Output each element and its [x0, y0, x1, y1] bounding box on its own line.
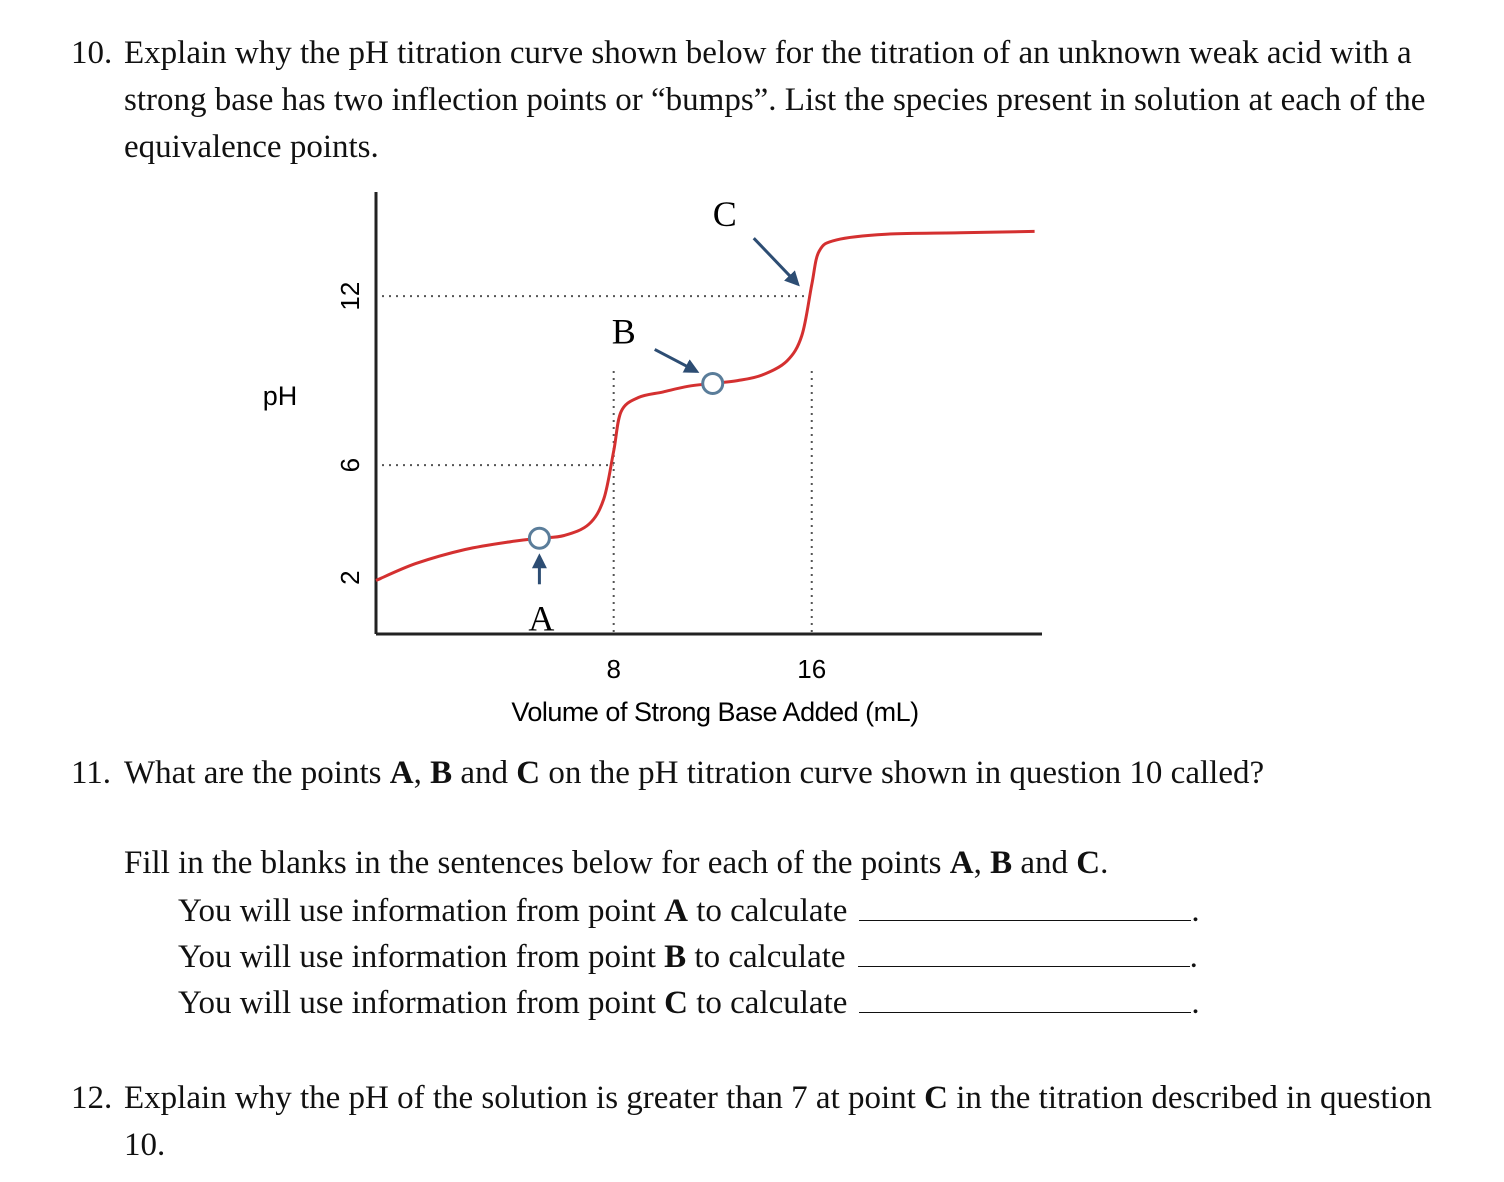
x-axis-label: Volume of Strong Base Added (mL)	[511, 697, 919, 727]
blank-c[interactable]	[859, 982, 1191, 1013]
fill-line-point: C	[664, 985, 688, 1021]
q12-point-c: C	[924, 1080, 948, 1116]
fill-line-post: to calculate	[687, 985, 848, 1021]
point-c-arrow	[754, 238, 798, 284]
x-tick-label: 8	[606, 654, 621, 684]
fill-line-pre: You will use information from point	[178, 985, 665, 1021]
q12-text-post: in the titration described in question 10.	[124, 1080, 1432, 1163]
x-tick-label: 16	[797, 654, 827, 684]
question-12-number: 12.	[71, 1080, 113, 1116]
blank-b[interactable]	[858, 936, 1190, 967]
fill-line-post: to calculate	[687, 893, 848, 929]
y-tick-label: 2	[335, 570, 365, 585]
y-tick-label: 12	[335, 281, 365, 311]
q11-point-b: B	[430, 755, 453, 791]
fill-line-pre: You will use information from point	[178, 939, 665, 975]
fill-line-pre: You will use information from point	[178, 893, 665, 929]
blank-a[interactable]	[859, 890, 1191, 921]
fill-line-post: to calculate	[686, 939, 846, 975]
fill-intro-b: B	[990, 845, 1013, 881]
fill-intro-end: .	[1100, 845, 1109, 881]
fill-intro-sep: ,	[973, 845, 991, 881]
fill-line-period: .	[1189, 939, 1198, 975]
titration-curve	[376, 231, 1035, 580]
q11-sep: ,	[413, 755, 431, 791]
point-a-label: A	[528, 598, 555, 639]
point-a-marker	[529, 528, 549, 548]
question-12-text	[124, 1075, 1454, 1169]
titration-chart	[0, 170, 1504, 745]
fill-line-b	[178, 934, 1198, 980]
fill-intro-and: and	[1012, 845, 1077, 881]
fill-intro-c: C	[1076, 845, 1101, 881]
fill-line-period: .	[1191, 985, 1200, 1021]
fill-line-c	[178, 980, 1200, 1026]
y-axis-label: pH	[262, 381, 298, 411]
point-b-arrow	[655, 349, 697, 371]
q12-text-pre: Explain why the pH of the solution is greater than 7 at point	[124, 1080, 925, 1116]
point-c-label: C	[712, 194, 737, 235]
q11-and: and	[452, 755, 517, 791]
fill-in-intro	[124, 840, 1108, 887]
fill-line-point: A	[664, 893, 688, 929]
question-10-number: 10.	[71, 35, 113, 71]
q11-text-pre: What are the points	[124, 755, 390, 791]
y-tick-label: 6	[335, 457, 365, 473]
point-b-label: B	[611, 311, 636, 352]
question-11-number: 11.	[71, 755, 112, 791]
question-11-text	[124, 750, 1454, 797]
fill-line-period: .	[1191, 893, 1200, 929]
q11-text-post: on the pH titration curve shown in question 10 called?	[540, 755, 1265, 791]
question-10-text: Explain why the pH titration curve shown below for the titration of an unknown weak acid with a strong base has two inflection points or “bumps”. List the species present in solution at each of the equivalence points.	[124, 35, 1426, 165]
fill-intro-text: Fill in the blanks in the sentences below for each of the points	[124, 845, 950, 881]
fill-intro-a: A	[949, 845, 974, 881]
q11-point-a: A	[389, 755, 414, 791]
fill-line-point: B	[664, 939, 687, 975]
q11-point-c: C	[516, 755, 541, 791]
point-b-marker	[703, 373, 723, 393]
fill-line-a	[178, 888, 1200, 934]
